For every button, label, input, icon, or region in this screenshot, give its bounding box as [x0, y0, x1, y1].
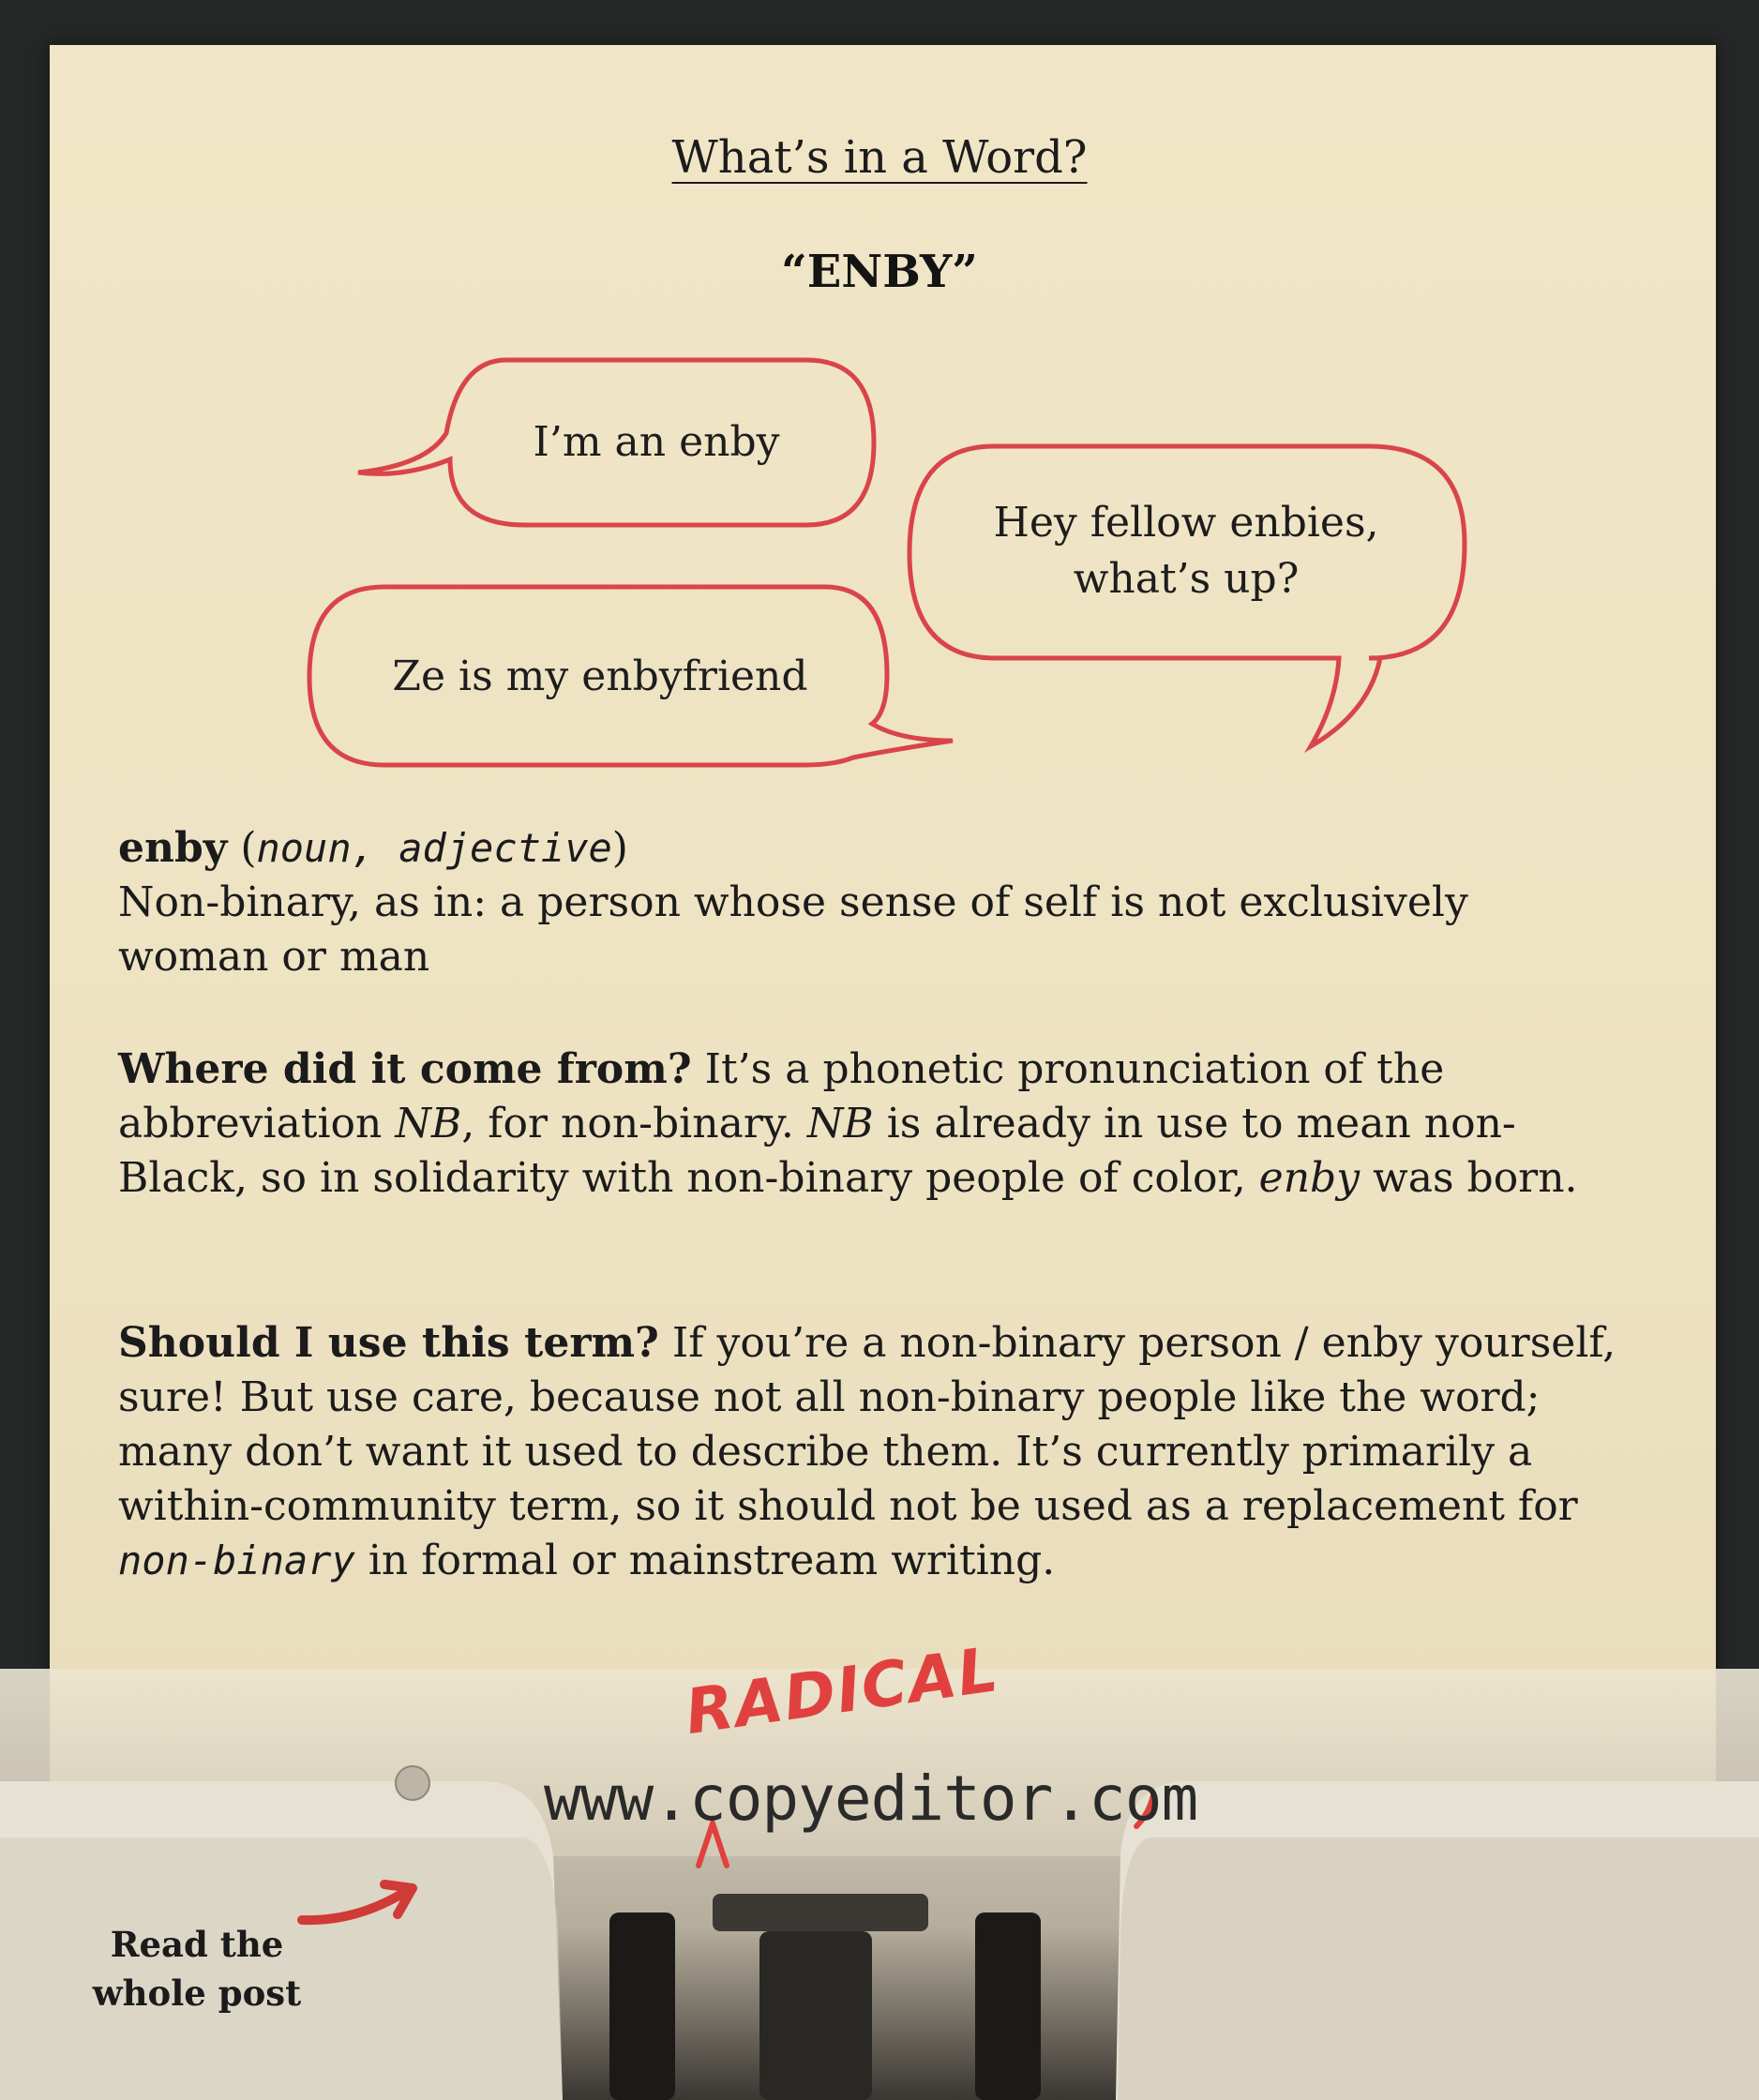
right-rest-shade — [1118, 1838, 1759, 2100]
read-whole-post-link[interactable] — [66, 1920, 328, 2018]
pos-open: ( — [227, 824, 257, 872]
usage-text-1: If you’re a non-binary person / enby yourself, sure! But use care, because not all non-binary people like the word; many don’t want it used to describe them. It’s currently primarily a within-community term, so it should not be used as a replacement for — [118, 1319, 1616, 1530]
typebar-3 — [975, 1912, 1041, 2100]
radical-annotation: RADICAL — [681, 1632, 1004, 1749]
page-title-text: What’s in a Word? — [671, 131, 1088, 184]
origin-text-1: It’s a phonetic pronunciation of the abbreviation — [118, 1045, 1445, 1148]
definition-term: enby — [118, 824, 228, 872]
origin-text-3: is already in use to mean non-Black, so in solidarity with non-binary people of color, — [118, 1100, 1516, 1202]
origin-nb-1: NB — [395, 1100, 462, 1148]
roller-screw-left — [396, 1766, 429, 1800]
origin-enby: enby — [1258, 1154, 1361, 1202]
origin-text-4: was born. — [1360, 1154, 1578, 1202]
url-www: www. — [544, 1762, 689, 1835]
url-copyeditor: copyeditor — [688, 1762, 1053, 1835]
origin-text-2: , for non-binary. — [461, 1100, 807, 1148]
type-guide — [713, 1894, 928, 1931]
read-line-1: Read the — [110, 1924, 284, 1965]
read-line-2: whole post — [92, 1972, 302, 2014]
usage-text-2: in formal or mainstream writing. — [354, 1537, 1056, 1584]
typebar-1 — [609, 1912, 675, 2100]
bubble-2-line-1: Hey fellow enbies, — [993, 499, 1379, 547]
origin-heading: Where did it come from? — [118, 1045, 692, 1093]
part-of-speech: noun, adjective — [256, 825, 612, 871]
featured-word: “ENBY” — [781, 246, 978, 298]
url-com: .com — [1052, 1762, 1198, 1835]
pos-close: ) — [611, 824, 628, 872]
bubble-2-line-2: what’s up? — [1073, 555, 1300, 603]
site-url[interactable] — [544, 1762, 1197, 1835]
bubble-3-text: Ze is my enbyfriend — [392, 652, 808, 700]
definition-text: Non-binary, as in: a person whose sense of self is not exclusively woman or man — [118, 878, 1468, 981]
usage-nonbinary: non-binary — [118, 1538, 355, 1583]
origin-nb-2: NB — [806, 1100, 874, 1148]
bubble-1-text: I’m an enby — [533, 418, 780, 466]
usage-heading: Should I use this term? — [118, 1319, 659, 1367]
typebar-2 — [759, 1931, 872, 2100]
